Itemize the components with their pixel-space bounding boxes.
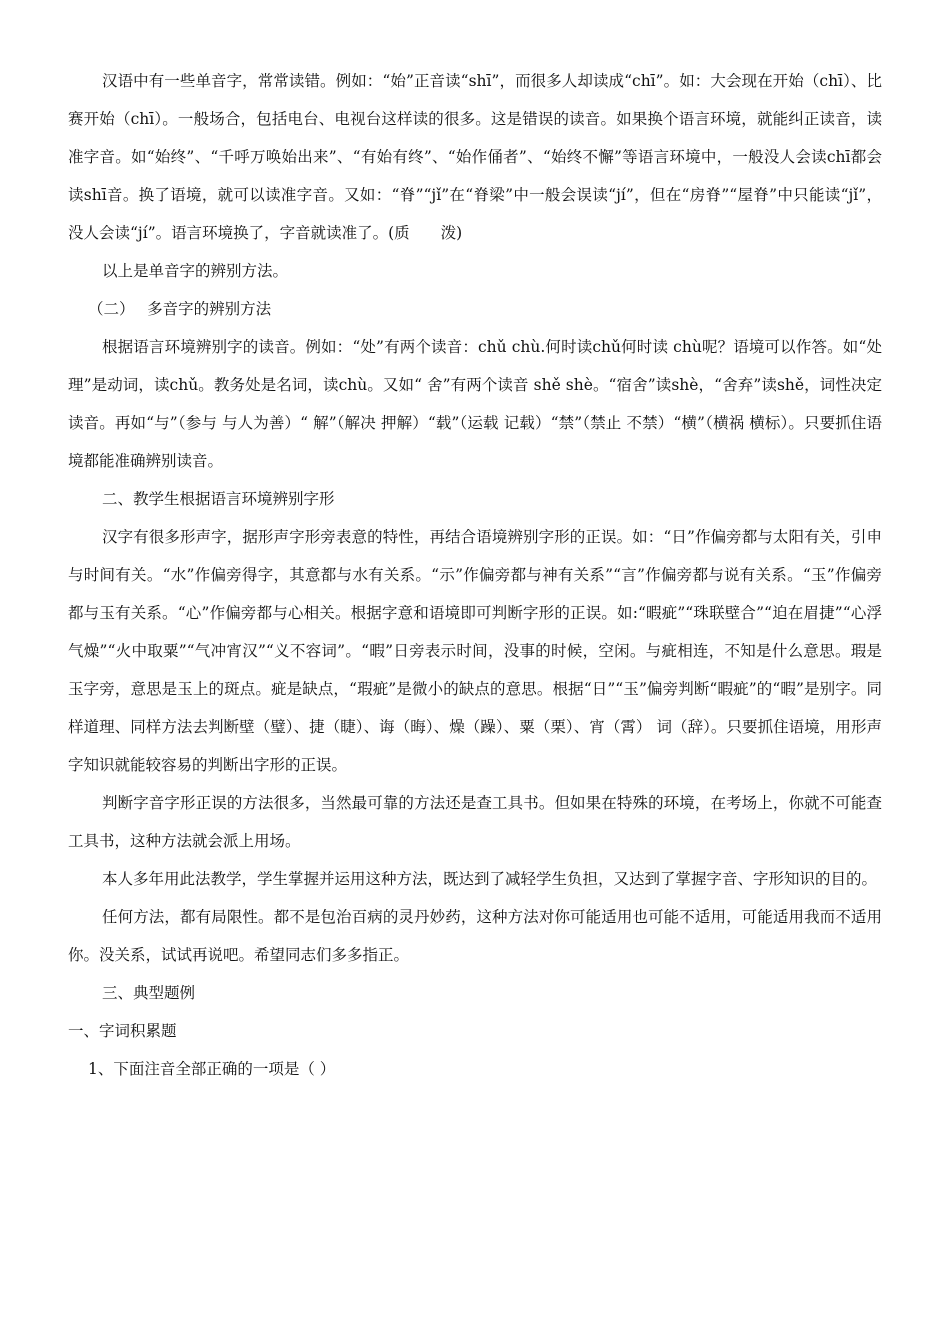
paragraph-teaching-experience: 本人多年用此法教学，学生掌握并运用这种方法，既达到了减轻学生负担，又达到了掌握字音、字形知识的目的。 <box>102 870 878 888</box>
heading-char-form: 二、教学生根据语言环境辨别字形 <box>102 490 335 508</box>
question-1: 1、下面注音全部正确的一项是（ ） <box>88 1060 336 1078</box>
paragraph-single-tone-summary: 以上是单音字的辨别方法。 <box>102 262 289 280</box>
paragraph-single-tone-chars: 汉语中有一些单音字，常常读错。例如：“始”正音读“shī”，而很多人却读成“chī”。如：大会现在开始（chī）、比赛开始（chī）。一般场合，包括电台、电视台这样读的很多。这是错误的读音。如果换个语言环境，就能纠正读音，读准字音。如“始终”、“千呼万唤始出来”、“有始有终”、“始作俑者”、“始终不懈”等语言环境中，一般没人会读chī都会读shī音。换了语境，就可以读准字音。又如：“脊”“jǐ”在“脊梁”中一般会误读“jí”，但在“房脊”“屋脊”中只能读“jǐ”，没人会读“jí”。语言环境换了，字音就读准了。(质 泼) <box>68 72 882 242</box>
heading-vocabulary-questions: 一、字词积累题 <box>68 1022 177 1040</box>
paragraph-limitations: 任何方法，都有局限性。都不是包治百病的灵丹妙药，这种方法对你可能适用也可能不适用，可能适用我而不适用你。没关系，试试再说吧。希望同志们多多指正。 <box>68 908 882 964</box>
paragraph-multi-tone-chars: 根据语言环境辨别字的读音。例如：“处”有两个读音：chǔ chù.何时读chǔ何时读 chù呢？语境可以作答。如“处理”是动词，读chǔ。教务处是名词，读chù。又如“ 舍”有两个读音 shě shè。“宿舍”读shè，“舍弃”读shě，词性决定读音。再如“与”（参与 与人为善）“ 解”（解决 押解）“载”（运载 记载）“禁”（禁止 不禁）“横”（横祸 横标）。只要抓住语境都能准确辨别读音。 <box>68 338 882 470</box>
paragraph-reference-tools: 判断字音字形正误的方法很多，当然最可靠的方法还是查工具书。但如果在特殊的环境，在考场上，你就不可能查工具书，这种方法就会派上用场。 <box>68 794 882 850</box>
document-page <box>68 62 882 1088</box>
subheading-multi-tone: （二） 多音字的辨别方法 <box>88 300 272 318</box>
heading-typical-examples: 三、典型题例 <box>102 984 196 1002</box>
paragraph-char-form: 汉字有很多形声字，据形声字形旁表意的特性，再结合语境辨别字形的正误。如：“日”作偏旁都与太阳有关，引申与时间有关。“水”作偏旁得字，其意都与水有关系。“示”作偏旁都与神有关系”“言”作偏旁都与说有关系。“玉”作偏旁都与玉有关系。“心”作偏旁都与心相关。根据字意和语境即可判断字形的正误。如:“暇疵”“珠联壁合”“迫在眉捷”“心浮气燥”“火中取粟”“气冲宵汉”“义不容词”。“暇”日旁表示时间，没事的时候，空闲。与疵相连，不知是什么意思。瑕是玉字旁，意思是玉上的斑点。疵是缺点，“瑕疵”是微小的缺点的意思。根据“日”“玉”偏旁判断“暇疵”的“暇”是别字。同样道理、同样方法去判断壁（璧）、捷（睫）、诲（晦）、燥（躁）、粟（栗）、宵（霄） 词（辞）。只要抓住语境，用形声字知识就能较容易的判断出字形的正误。 <box>68 528 882 774</box>
